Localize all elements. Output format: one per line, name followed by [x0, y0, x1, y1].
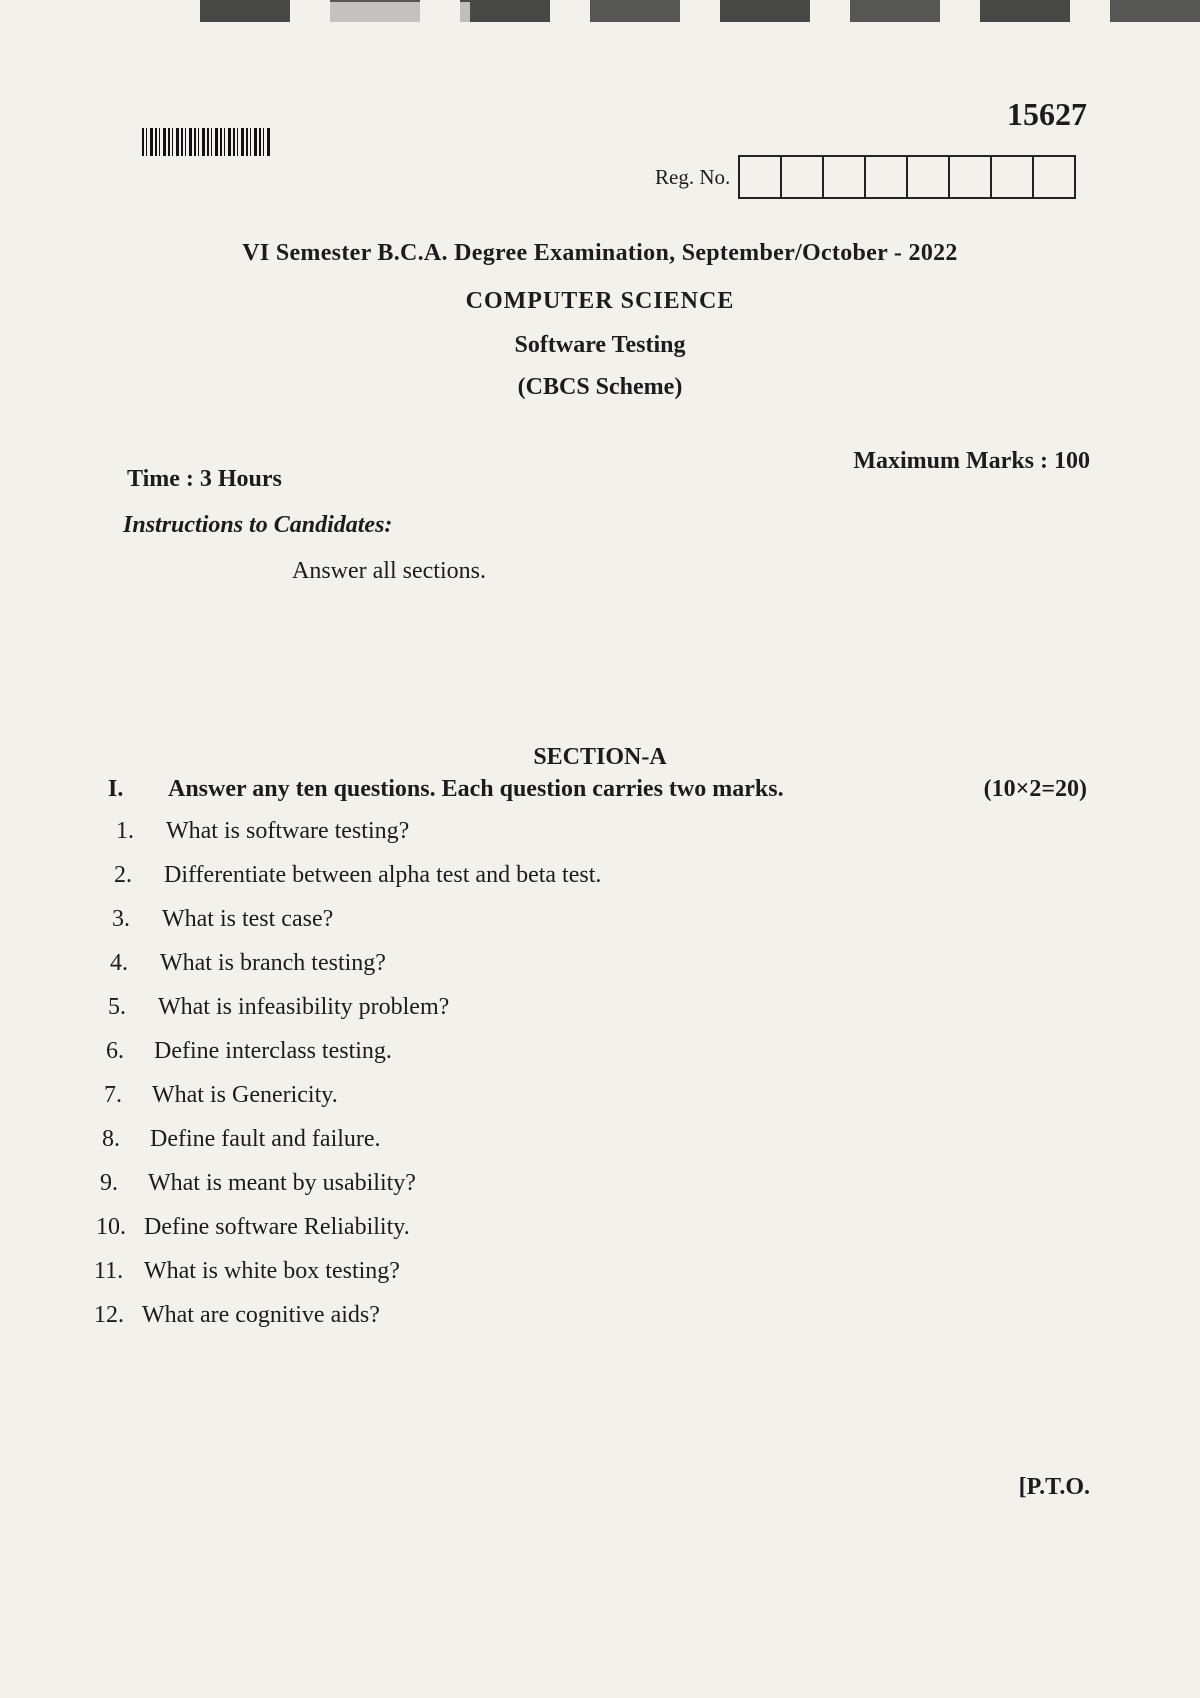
question-text: What is branch testing? [160, 950, 386, 976]
question-number: 12. [94, 1302, 124, 1328]
part-number: I. [108, 776, 124, 802]
torn-paper-scrap-fade [330, 2, 470, 24]
pto-note: [P.T.O. [1018, 1474, 1090, 1500]
question-number: 6. [106, 1038, 124, 1064]
question-number: 5. [108, 994, 126, 1020]
section-heading: SECTION-A [533, 744, 667, 770]
question-number: 1. [116, 818, 134, 844]
question-text: What is white box testing? [144, 1258, 400, 1284]
instructions-heading: Instructions to Candidates: [123, 512, 393, 538]
reg-number-label: Reg. No. [655, 164, 731, 189]
question-text: What is meant by usability? [148, 1170, 416, 1196]
reg-number-field [655, 155, 1076, 199]
reg-number-boxes[interactable] [738, 155, 1076, 199]
section-marks: (10×2=20) [983, 776, 1087, 802]
maximum-marks: Maximum Marks : 100 [853, 448, 1090, 474]
question-number: 2. [114, 862, 132, 888]
question-text: Define interclass testing. [154, 1038, 392, 1064]
question-text: Define software Reliability. [144, 1214, 410, 1240]
exam-title: VI Semester B.C.A. Degree Examination, September/October - 2022 [242, 240, 958, 266]
reg-number-box[interactable] [950, 157, 992, 197]
question-number: 9. [100, 1170, 118, 1196]
reg-number-box[interactable] [782, 157, 824, 197]
question-number: 10. [96, 1214, 126, 1240]
scheme-title: (CBCS Scheme) [517, 374, 683, 400]
reg-number-box[interactable] [992, 157, 1034, 197]
question-number: 11. [94, 1258, 124, 1284]
reg-number-box[interactable] [824, 157, 866, 197]
question-number: 7. [104, 1082, 122, 1108]
question-text: What is test case? [162, 906, 334, 932]
reg-number-box[interactable] [866, 157, 908, 197]
question-text: What is infeasibility problem? [158, 994, 450, 1020]
question-text: Define fault and failure. [150, 1126, 381, 1152]
exam-duration: Time : 3 Hours [127, 466, 282, 492]
question-number: 3. [112, 906, 130, 932]
subject-title: COMPUTER SCIENCE [465, 288, 735, 314]
part-instruction: Answer any ten questions. Each question carries two marks. [168, 776, 784, 802]
question-text: Differentiate between alpha test and beta test. [164, 862, 602, 888]
question-text: What are cognitive aids? [142, 1302, 380, 1328]
question-text: What is Genericity. [152, 1082, 338, 1108]
question-number: 4. [110, 950, 128, 976]
question-text: What is software testing? [166, 818, 410, 844]
reg-number-box[interactable] [740, 157, 782, 197]
paper-title: Software Testing [514, 332, 686, 358]
paper-code: 15627 [1007, 96, 1087, 132]
instructions-text: Answer all sections. [292, 558, 486, 584]
reg-number-box[interactable] [1034, 157, 1074, 197]
question-number: 8. [102, 1126, 120, 1152]
reg-number-box[interactable] [908, 157, 950, 197]
barcode-icon [142, 128, 270, 156]
